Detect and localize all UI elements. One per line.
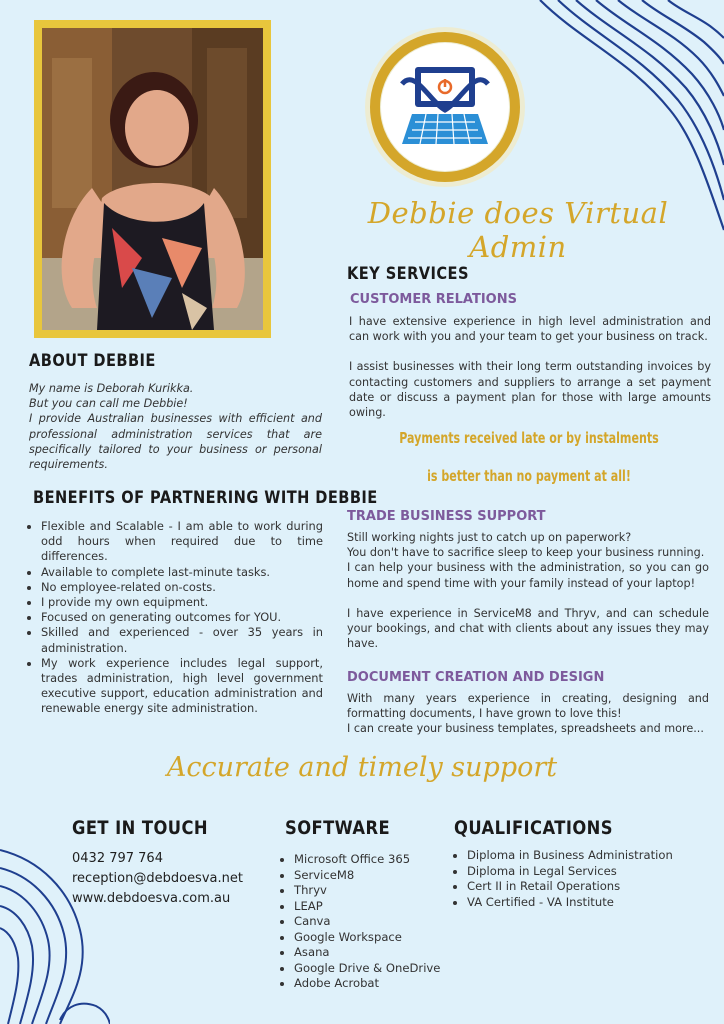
qualifications-heading: QUALIFICATIONS	[454, 817, 613, 839]
qualification-item: • Diploma in Business Administration	[467, 848, 712, 864]
phone-number[interactable]: 0432 797 764	[72, 851, 163, 866]
website-link[interactable]: www.debdoesva.com.au	[72, 891, 231, 906]
about-line-2: But you can call me Debbie!	[29, 397, 188, 411]
quote-line-1: Payments received late or by instalments	[399, 429, 659, 447]
qualification-item: • Cert II in Retail Operations	[467, 879, 712, 895]
benefit-item: • Skilled and experienced - over 35 years in administration.	[41, 625, 323, 655]
trade-support-p3: I can help your business with the administration, so you can go home and spend time with your family instead of your laptop!	[347, 561, 709, 590]
trade-support-p2: You don't have to sacrifice sleep to keep your business running.	[347, 546, 705, 560]
software-item: • Thryv	[294, 883, 459, 899]
software-item: • LEAP	[294, 899, 459, 915]
software-item: • Google Workspace	[294, 930, 459, 946]
benefit-item: • I provide my own equipment.	[41, 595, 323, 610]
software-item: • Microsoft Office 365	[294, 852, 459, 868]
about-heading: ABOUT DEBBIE	[29, 351, 156, 371]
benefit-item: • No employee-related on-costs.	[41, 580, 323, 595]
about-line-1: My name is Deborah Kurikka.	[29, 382, 194, 395]
qualification-item: • Diploma in Legal Services	[467, 864, 712, 880]
profile-photo-frame	[34, 20, 271, 338]
brand-name: Debbie does Virtual Admin	[367, 196, 669, 264]
software-heading: SOFTWARE	[285, 817, 391, 839]
about-text	[29, 381, 322, 472]
trade-support-p4: I have experience in ServiceM8 and Thryv, and can schedule your bookings, and chat with clients about any issues they may have.	[347, 606, 709, 651]
document-creation-title: DOCUMENT CREATION AND DESIGN	[347, 670, 605, 685]
benefit-item: • Flexible and Scalable - I am able to work during odd hours when required due to time differences.	[41, 519, 323, 565]
contact-heading: GET IN TOUCH	[72, 817, 208, 839]
customer-relations-body	[349, 314, 711, 420]
qualifications-list	[452, 848, 712, 910]
software-item: • Canva	[294, 914, 459, 930]
computer-logo-icon	[360, 22, 530, 192]
customer-relations-p2: I assist businesses with their long term outstanding invoices by contacting customers and suppliers to arrange a set payment date or discuss a payment plan for those with large amounts owing.	[349, 360, 711, 420]
quote-line-2: is better than no payment at all!	[427, 467, 631, 485]
software-item: • Asana	[294, 945, 459, 961]
software-item: • Adobe Acrobat	[294, 976, 459, 992]
software-list	[279, 852, 459, 992]
customer-relations-p1: I have extensive experience in high level administration and can work with you and your team to get your business on track.	[349, 315, 711, 344]
trade-support-body	[347, 530, 709, 651]
benefits-heading: BENEFITS OF PARTNERING WITH DEBBIE	[33, 488, 378, 508]
document-creation-p1: With many years experience in creating, designing and formatting documents, I have grown to love this!	[347, 692, 709, 721]
trade-support-title: TRADE BUSINESS SUPPORT	[347, 509, 546, 524]
email-link[interactable]: reception@debdoesva.net	[72, 871, 243, 886]
software-item: • Google Drive & OneDrive	[294, 961, 459, 977]
software-item: • ServiceM8	[294, 868, 459, 884]
tagline: Accurate and timely support	[166, 752, 558, 783]
benefit-item: • Available to complete last-minute tasks.	[41, 565, 323, 580]
qualification-item: • VA Certified - VA Institute	[467, 895, 712, 911]
document-creation-body	[347, 691, 709, 737]
key-services-heading: KEY SERVICES	[347, 264, 469, 284]
trade-support-p1: Still working nights just to catch up on paperwork?	[347, 531, 632, 544]
profile-photo	[42, 28, 263, 330]
benefit-item: • My work experience includes legal support, trades administration, high level government executive support, education administration and renewable energy site administration.	[41, 656, 323, 717]
benefit-item: • Focused on generating outcomes for YOU.	[41, 610, 323, 625]
document-creation-p2: I can create your business templates, spreadsheets and more...	[347, 722, 704, 736]
customer-relations-title: CUSTOMER RELATIONS	[350, 292, 517, 307]
benefits-list	[24, 519, 323, 717]
about-line-3: I provide Australian businesses with efficient and professional administration services that are specifically tailored to your business or personal requirements.	[29, 412, 322, 472]
contact-details	[72, 849, 272, 909]
